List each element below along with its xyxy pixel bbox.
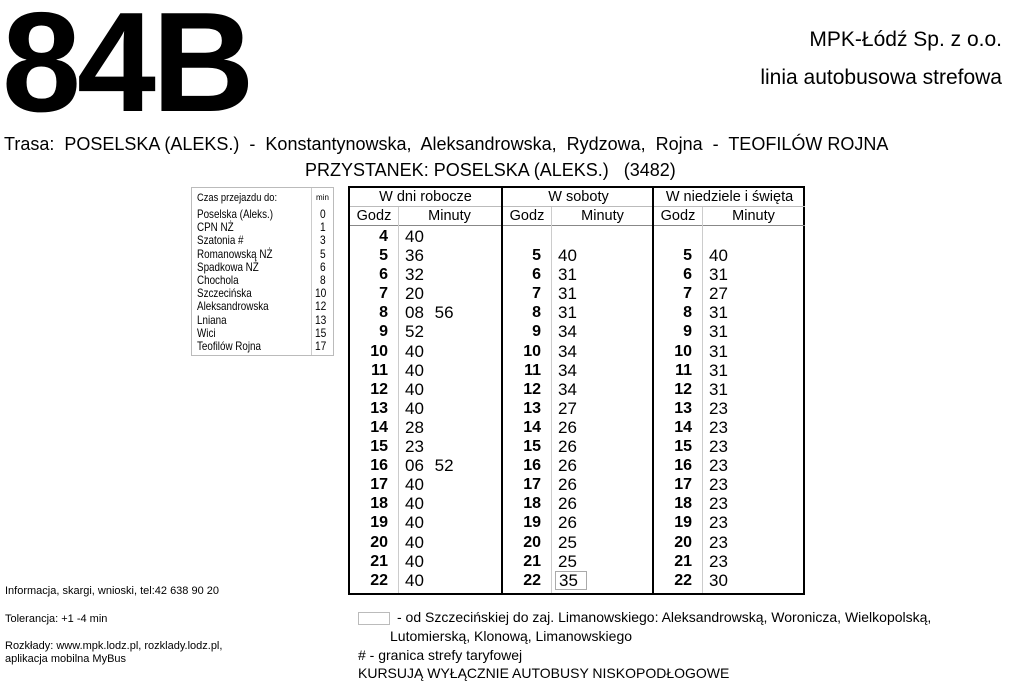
- hour-cell: 21: [370, 552, 388, 570]
- travel-minutes-cell: 0: [320, 207, 326, 221]
- minutes-cell: 23: [709, 494, 728, 514]
- minutes-cell: 31: [709, 341, 728, 361]
- travel-minutes-cell: 6: [320, 259, 326, 274]
- minutes-cell: 26: [558, 494, 577, 514]
- legend-detour-line2: Lutomierską, Klonową, Limanowskiego: [390, 628, 633, 644]
- minutes-cell: 08 56: [405, 303, 454, 323]
- hour-cell: 19: [523, 514, 541, 532]
- minutes-cell: 25: [558, 551, 577, 571]
- departure-row: [503, 380, 654, 399]
- hour-cell: 8: [379, 304, 388, 322]
- stop-name-cell: Wici: [197, 325, 216, 340]
- departure-row: [503, 342, 654, 361]
- minutes-cell: 40: [405, 379, 424, 399]
- departure-row: [503, 513, 654, 532]
- legend-zone-boundary: # - granica strefy taryfowej: [358, 647, 523, 663]
- departure-row: [350, 342, 501, 361]
- minutes-cell: 40: [405, 341, 424, 361]
- travel-times-list: [197, 208, 330, 353]
- hour-cell: 17: [370, 476, 388, 494]
- hour-cell: 22: [674, 571, 692, 589]
- departure-row: [350, 533, 501, 552]
- hour-cell: 16: [370, 457, 388, 475]
- minutes-cell: 23: [709, 456, 728, 476]
- departure-row: [503, 322, 654, 341]
- hour-cell: 15: [674, 438, 692, 456]
- minutes-cell-detour: 35: [555, 571, 587, 590]
- minutes-cell: 20: [405, 284, 424, 304]
- departure-row: [503, 227, 654, 246]
- travel-minutes-cell: 17: [314, 338, 326, 353]
- departure-row: [503, 437, 654, 456]
- hour-cell: 9: [379, 323, 388, 341]
- hour-cell: 13: [674, 399, 692, 417]
- travel-minutes-cell: 10: [314, 286, 326, 301]
- departure-row: [654, 399, 805, 418]
- hour-cell: 16: [674, 457, 692, 475]
- minutes-cell: 32: [405, 265, 424, 285]
- line-number: 84B: [2, 0, 251, 142]
- minutes-cell: 34: [558, 322, 577, 342]
- travel-minutes-cell: 12: [314, 299, 326, 314]
- departure-row: [654, 513, 805, 532]
- departure-row: [654, 342, 805, 361]
- stop-name-cell: CPN NŻ: [197, 220, 234, 235]
- header-divider: [350, 225, 501, 226]
- departure-row: [654, 437, 805, 456]
- hour-cell: 18: [674, 495, 692, 513]
- departure-row: [350, 437, 501, 456]
- minutes-cell: 23: [709, 532, 728, 552]
- hour-cell: 5: [683, 247, 692, 265]
- hour-cell: 22: [370, 571, 388, 589]
- minutes-cell: 52: [405, 322, 424, 342]
- departure-row: [350, 322, 501, 341]
- hour-cell: 16: [523, 457, 541, 475]
- hour-cell: 11: [371, 361, 388, 379]
- schedules-links-line1: Rozkłady: www.mpk.lodz.pl, rozklady.lodz.pl,: [5, 640, 223, 652]
- minutes-cell: 40: [405, 398, 424, 418]
- minutes-cell: 40: [405, 475, 424, 495]
- hour-header: Godz: [660, 208, 696, 224]
- departure-row: [350, 246, 501, 265]
- hour-cell: 11: [524, 361, 541, 379]
- minutes-cell: 31: [558, 265, 577, 285]
- travel-time-row: [197, 340, 330, 353]
- departure-row: [654, 552, 805, 571]
- hour-cell: 20: [674, 533, 692, 551]
- departure-row: [654, 475, 805, 494]
- hour-header: Godz: [509, 208, 545, 224]
- column-title: W niedziele i święta: [654, 188, 805, 207]
- hour-cell: 9: [683, 323, 692, 341]
- minutes-cell: 26: [558, 475, 577, 495]
- header-divider: [503, 225, 654, 226]
- stop-name-cell: Szczecińska: [197, 286, 252, 301]
- hour-header: Godz: [356, 208, 392, 224]
- departure-row: [350, 399, 501, 418]
- minutes-cell: 40: [405, 360, 424, 380]
- hour-cell: 12: [370, 380, 388, 398]
- departure-row: [350, 265, 501, 284]
- departure-row: [503, 265, 654, 284]
- departure-row: [654, 456, 805, 475]
- departure-row: [654, 361, 805, 380]
- minutes-cell: 31: [709, 360, 728, 380]
- hour-cell: 4: [379, 228, 388, 245]
- schedules-links: [5, 640, 222, 666]
- minutes-cell: 23: [709, 513, 728, 533]
- tolerance-note: Tolerancja: +1 -4 min: [5, 613, 108, 625]
- hour-cell: 13: [523, 399, 541, 417]
- departure-row: [350, 513, 501, 532]
- departure-row: [350, 571, 501, 590]
- departure-row: [503, 284, 654, 303]
- travel-minutes-cell: 8: [320, 272, 326, 287]
- minutes-header: Minuty: [732, 208, 775, 224]
- hour-cell: 20: [523, 533, 541, 551]
- minutes-cell: 40: [405, 551, 424, 571]
- minutes-cell: 23: [709, 551, 728, 571]
- stop-name-cell: Teofilów Rojna: [197, 338, 261, 353]
- minutes-cell: 34: [558, 341, 577, 361]
- timetable-column-sundays-holidays: [652, 188, 805, 593]
- stop-name-cell: Spadkowa NŻ: [197, 259, 259, 274]
- minutes-cell: 23: [709, 417, 728, 437]
- departure-row: [503, 418, 654, 437]
- stop-name-cell: Poselska (Aleks.): [197, 207, 274, 221]
- hour-cell: 6: [379, 266, 388, 284]
- departure-row: [503, 399, 654, 418]
- minutes-cell: 23: [405, 437, 424, 457]
- hour-cell: 15: [370, 438, 388, 456]
- departure-row: [654, 322, 805, 341]
- stop-name-cell: Lniana: [197, 312, 227, 327]
- hour-cell: 20: [370, 533, 388, 551]
- hour-cell: 10: [674, 342, 692, 360]
- minutes-cell: 34: [558, 360, 577, 380]
- departure-row: [654, 494, 805, 513]
- hour-cell: 9: [532, 323, 541, 341]
- minutes-cell: 25: [558, 532, 577, 552]
- minutes-cell: 40: [405, 570, 424, 590]
- travel-minutes-cell: 1: [320, 220, 326, 235]
- departure-row: [654, 533, 805, 552]
- departure-row: [503, 475, 654, 494]
- line-type: linia autobusowa strefowa: [760, 66, 1002, 89]
- hour-cell: 6: [683, 266, 692, 284]
- legend-detour-line1: - od Szczecińskiej do zaj. Limanowskiego: Aleksandrowską, Woronicza, Wielkopolską,: [397, 609, 932, 625]
- minutes-cell: 26: [558, 437, 577, 457]
- departure-rows: [350, 227, 501, 590]
- departure-rows: [654, 227, 805, 590]
- minutes-cell: 31: [558, 303, 577, 323]
- departure-row: [503, 303, 654, 322]
- minutes-cell: 23: [709, 475, 728, 495]
- minutes-cell: 28: [405, 417, 424, 437]
- minutes-header: Minuty: [581, 208, 624, 224]
- hour-cell: 12: [523, 380, 541, 398]
- hour-cell: 18: [523, 495, 541, 513]
- departure-row: [350, 456, 501, 475]
- minutes-cell: 36: [405, 246, 424, 266]
- hour-cell: 12: [674, 380, 692, 398]
- timetable-column-saturdays: [501, 188, 654, 593]
- departure-row: [654, 227, 805, 246]
- minutes-cell: 31: [709, 265, 728, 285]
- minutes-cell: 23: [709, 437, 728, 457]
- minutes-cell: 40: [405, 532, 424, 552]
- hour-cell: 8: [683, 304, 692, 322]
- column-title: W dni robocze: [350, 188, 501, 207]
- departure-row: [350, 380, 501, 399]
- hour-cell: 8: [532, 304, 541, 322]
- hour-cell: 22: [523, 571, 541, 589]
- route-description: Trasa: POSELSKA (ALEKS.) - Konstantynowska, Aleksandrowska, Rydzowa, Rojna - TEOFILÓW ROJNA: [4, 134, 889, 154]
- hour-cell: 5: [532, 247, 541, 265]
- hour-cell: 17: [674, 476, 692, 494]
- departure-row: [654, 571, 805, 590]
- departure-row: [350, 418, 501, 437]
- departure-row: [654, 246, 805, 265]
- departure-rows: [503, 227, 654, 590]
- departure-row: [350, 552, 501, 571]
- departure-row: [350, 303, 501, 322]
- minutes-cell: 06 52: [405, 456, 454, 476]
- schedules-links-line2: aplikacja mobilna MyBus: [5, 653, 127, 665]
- minutes-cell: 27: [558, 398, 577, 418]
- hour-cell: 7: [683, 285, 692, 303]
- legend-box-symbol: [358, 612, 390, 625]
- minutes-cell: 26: [558, 417, 577, 437]
- minutes-cell: 34: [558, 379, 577, 399]
- info-contact: Informacja, skargi, wnioski, tel:42 638 90 20: [5, 585, 220, 597]
- stop-name-cell: Chochola: [197, 272, 239, 287]
- departure-row: [503, 571, 654, 590]
- minutes-cell: 30: [709, 570, 728, 590]
- travel-times-table: [191, 187, 334, 356]
- hour-cell: 7: [379, 285, 388, 303]
- hour-cell: 21: [674, 552, 692, 570]
- stop-name: PRZYSTANEK: POSELSKA (ALEKS.) (3482): [305, 160, 676, 180]
- minutes-header: Minuty: [428, 208, 471, 224]
- hour-cell: 5: [379, 247, 388, 265]
- low-floor-notice: KURSUJĄ WYŁĄCZNIE AUTOBUSY NISKOPODŁOGOWE: [358, 665, 730, 681]
- departure-row: [350, 227, 501, 246]
- hour-cell: 14: [370, 418, 388, 436]
- header-divider: [654, 225, 805, 226]
- departure-row: [654, 303, 805, 322]
- travel-times-unit: min: [316, 193, 329, 202]
- minutes-cell: 27: [709, 284, 728, 304]
- minutes-cell: 40: [405, 513, 424, 533]
- travel-minutes-cell: 13: [314, 312, 326, 327]
- timetable-column-weekdays: [350, 188, 501, 593]
- minutes-cell: 31: [709, 303, 728, 323]
- minutes-cell: 31: [558, 284, 577, 304]
- hour-cell: 14: [523, 418, 541, 436]
- hour-cell: 11: [675, 361, 692, 379]
- travel-minutes-cell: 3: [320, 233, 326, 248]
- departure-row: [654, 284, 805, 303]
- minutes-cell: 40: [558, 246, 577, 266]
- departure-row: [654, 380, 805, 399]
- stop-name-cell: Szatonia #: [197, 233, 244, 248]
- departure-row: [654, 265, 805, 284]
- hour-cell: 21: [523, 552, 541, 570]
- hour-cell: 18: [370, 495, 388, 513]
- timetable: [348, 186, 805, 595]
- hour-cell: 13: [370, 399, 388, 417]
- stop-name-cell: Romanowską NŻ: [197, 246, 273, 261]
- departure-row: [503, 494, 654, 513]
- departure-row: [503, 361, 654, 380]
- travel-times-header: Czas przejazdu do:: [197, 192, 278, 204]
- minutes-cell: 40: [709, 246, 728, 266]
- departure-row: [350, 475, 501, 494]
- hour-cell: 15: [523, 438, 541, 456]
- hour-cell: 10: [523, 342, 541, 360]
- minutes-cell: 23: [709, 398, 728, 418]
- operator-name: MPK-Łódź Sp. z o.o.: [809, 28, 1002, 51]
- hour-cell: 7: [532, 285, 541, 303]
- stop-name-cell: Aleksandrowska: [197, 299, 269, 314]
- travel-minutes-cell: 5: [320, 246, 326, 261]
- departure-row: [503, 246, 654, 265]
- travel-minutes-cell: 15: [314, 325, 326, 340]
- minutes-cell: 40: [405, 494, 424, 514]
- departure-row: [350, 494, 501, 513]
- departure-row: [654, 418, 805, 437]
- travel-time-row: [197, 314, 330, 327]
- minutes-cell: 26: [558, 456, 577, 476]
- minutes-cell: 40: [405, 227, 424, 246]
- departure-row: [350, 284, 501, 303]
- hour-cell: 19: [370, 514, 388, 532]
- departure-row: [503, 456, 654, 475]
- departure-row: [503, 552, 654, 571]
- hour-cell: 10: [370, 342, 388, 360]
- hour-cell: 17: [523, 476, 541, 494]
- hour-cell: 14: [674, 418, 692, 436]
- departure-row: [350, 361, 501, 380]
- hour-cell: 6: [532, 266, 541, 284]
- hour-cell: 19: [674, 514, 692, 532]
- minutes-cell: 31: [709, 379, 728, 399]
- column-title: W soboty: [503, 188, 654, 207]
- minutes-cell: 26: [558, 513, 577, 533]
- departure-row: [503, 533, 654, 552]
- minutes-cell: 31: [709, 322, 728, 342]
